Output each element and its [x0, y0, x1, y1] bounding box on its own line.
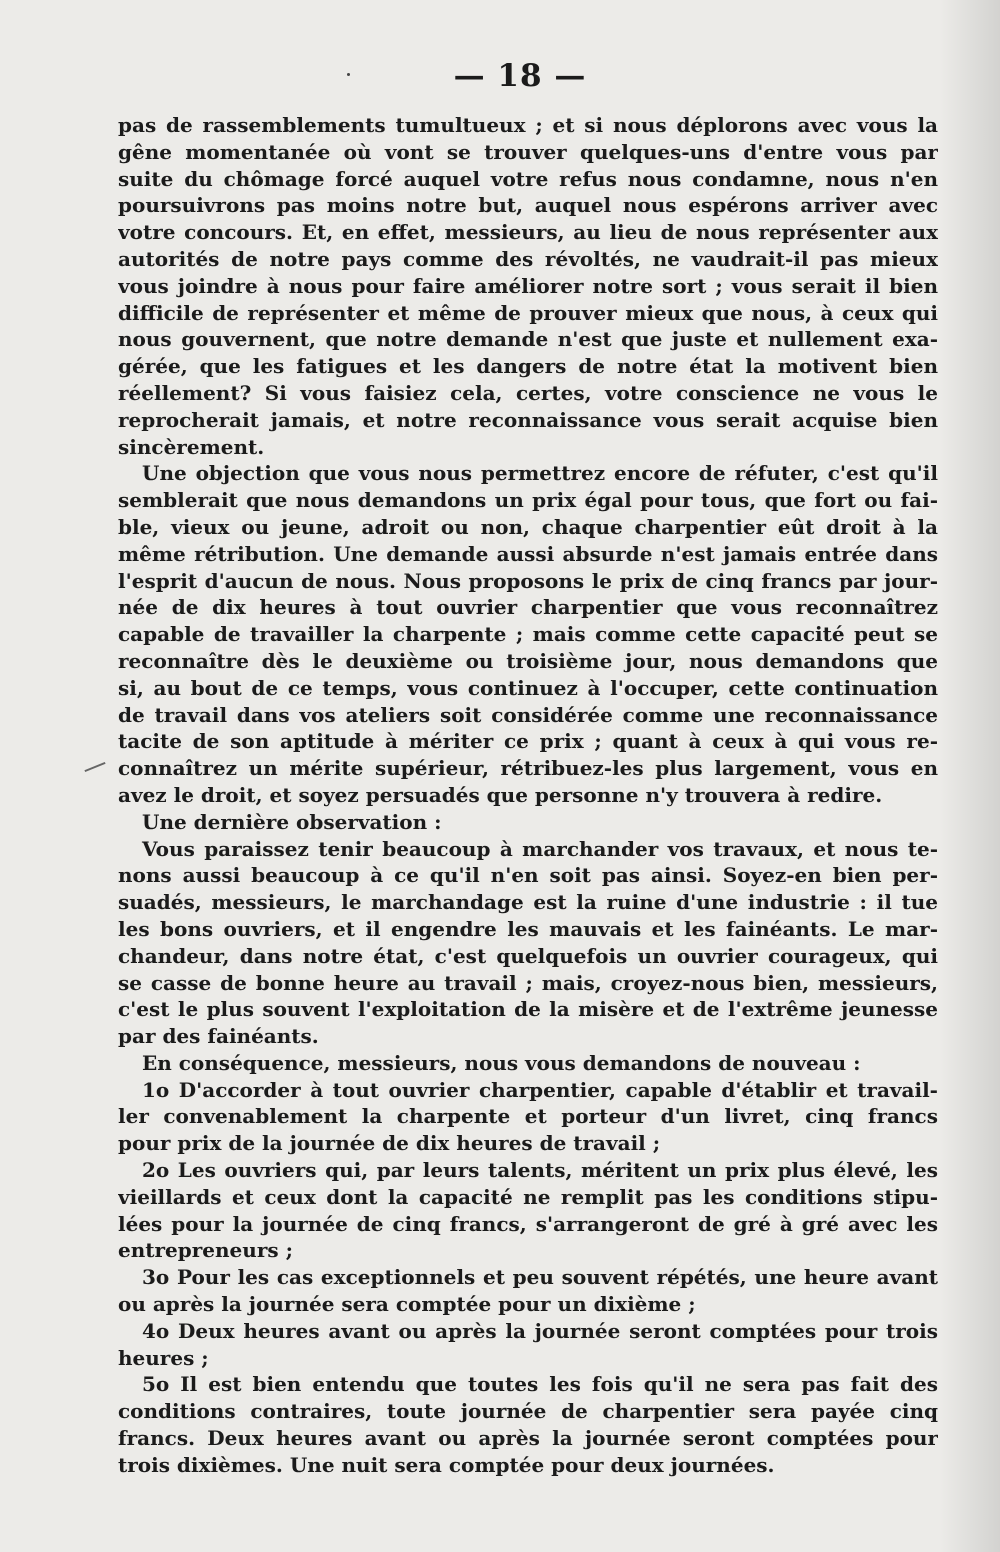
text-line: nons aussi beaucoup à ce qu'il n'en soit pas ainsi. Soyez-en bien per- — [118, 863, 938, 888]
text-line: Vous paraissez tenir beaucoup à marchander vos travaux, et nous te- — [142, 836, 938, 861]
text-line: suadés, messieurs, le marchandage est la ruine d'une industrie : il tue — [118, 890, 938, 915]
text-line: reconnaître dès le deuxième ou troisième jour, nous demandons que — [118, 648, 938, 673]
text-line: même rétribution. Une demande aussi absurde n'est jamais entrée dans — [118, 541, 938, 566]
text-line: gérée, que les fatigues et les dangers de notre état la motivent bien — [118, 354, 938, 379]
text-line: vieillards et ceux dont la capacité ne remplit pas les conditions stipu- — [118, 1184, 938, 1209]
text-line: avez le droit, et soyez persuadés que personne n'y trouvera à redire. — [118, 782, 883, 807]
text-line: lées pour la journée de cinq francs, s'arrangeront de gré à gré avec les — [118, 1211, 938, 1236]
margin-pencil-mark — [84, 762, 105, 772]
text-line: se casse de bonne heure au travail ; mais, croyez-nous bien, messieurs, — [118, 970, 938, 995]
text-line: Une objection que vous nous permettrez encore de réfuter, c'est qu'il — [142, 461, 938, 486]
text-line: de travail dans vos ateliers soit considérée comme une reconnaissance — [118, 702, 938, 727]
text-line: les bons ouvriers, et il engendre les mauvais et les fainéants. Le mar- — [118, 916, 938, 941]
text-line: ou après la journée sera comptée pour un dixième ; — [118, 1292, 696, 1317]
text-line: ler convenablement la charpente et porteur d'un livret, cinq francs — [118, 1104, 938, 1129]
text-line: connaîtrez un mérite supérieur, rétribuez-les plus largement, vous en — [118, 756, 938, 781]
text-line: pour prix de la journée de dix heures de travail ; — [118, 1131, 661, 1156]
text-line: sincèrement. — [118, 434, 265, 459]
text-line: En conséquence, messieurs, nous vous demandons de nouveau : — [142, 1050, 861, 1075]
text-line: francs. Deux heures avant ou après la journée seront comptées pour — [118, 1426, 938, 1451]
text-line: 1o D'accorder à tout ouvrier charpentier, capable d'établir et travail- — [142, 1077, 938, 1102]
text-line: Une dernière observation : — [142, 809, 442, 834]
text-line: entrepreneurs ; — [118, 1238, 293, 1263]
text-line: ble, vieux ou jeune, adroit ou non, chaque charpentier eût droit à la — [118, 514, 938, 539]
text-line: conditions contraires, toute journée de charpentier sera payée cinq — [118, 1399, 938, 1424]
text-line: trois dixièmes. Une nuit sera comptée pour deux journées. — [118, 1452, 775, 1477]
page-edge-shadow — [940, 0, 1000, 1552]
text-line: chandeur, dans notre état, c'est quelquefois un ouvrier courageux, qui — [118, 943, 938, 968]
text-line: née de dix heures à tout ouvrier charpentier que vous reconnaîtrez — [118, 595, 938, 620]
text-line: poursuivrons pas moins notre but, auquel nous espérons arriver avec — [118, 193, 938, 218]
text-line: tacite de son aptitude à mériter ce prix ; quant à ceux à qui vous re- — [118, 729, 938, 754]
text-line: autorités de notre pays comme des révoltés, ne vaudrait-il pas mieux — [118, 246, 938, 271]
text-line: capable de travailler la charpente ; mais comme cette capacité peut se — [118, 622, 938, 647]
text-line: vous joindre à nous pour faire améliorer notre sort ; vous serait il bien — [118, 273, 938, 298]
text-line: reprocherait jamais, et notre reconnaissance vous serait acquise bien — [118, 407, 938, 432]
text-line: votre concours. Et, en effet, messieurs, au lieu de nous représenter aux — [118, 220, 938, 245]
text-line: réellement? Si vous faisiez cela, certes, votre conscience ne vous le — [118, 380, 938, 405]
text-line: pas de rassemblements tumultueux ; et si nous déplorons avec vous la — [118, 113, 938, 137]
page-number: — 18 — — [453, 58, 587, 94]
text-line: 2o Les ouvriers qui, par leurs talents, méritent un prix plus élevé, les — [142, 1158, 938, 1183]
text-line: 5o Il est bien entendu que toutes les fois qu'il ne sera pas fait des — [142, 1372, 938, 1397]
text-line: heures ; — [118, 1345, 209, 1370]
text-line: gêne momentanée où vont se trouver quelques-uns d'entre vous par — [118, 139, 938, 164]
body-text — [118, 112, 938, 1479]
ink-speck — [347, 73, 350, 76]
text-line: par des fainéants. — [118, 1024, 319, 1049]
text-line: nous gouvernent, que notre demande n'est que juste et nullement exa- — [118, 327, 938, 352]
text-line: l'esprit d'aucun de nous. Nous proposons le prix de cinq francs par jour- — [118, 568, 938, 593]
text-line: 3o Pour les cas exceptionnels et peu souvent répétés, une heure avant — [142, 1265, 938, 1290]
text-line: suite du chômage forcé auquel votre refus nous condamne, nous n'en — [118, 166, 938, 191]
text-line: difficile de représenter et même de prouver mieux que nous, à ceux qui — [118, 300, 938, 325]
text-line: 4o Deux heures avant ou après la journée seront comptées pour trois — [142, 1318, 938, 1343]
text-line: si, au bout de ce temps, vous continuez à l'occuper, cette continuation — [118, 675, 938, 700]
text-line: semblerait que nous demandons un prix égal pour tous, que fort ou fai- — [118, 488, 938, 513]
text-line: c'est le plus souvent l'exploitation de la misère et de l'extrême jeunesse — [118, 997, 938, 1022]
